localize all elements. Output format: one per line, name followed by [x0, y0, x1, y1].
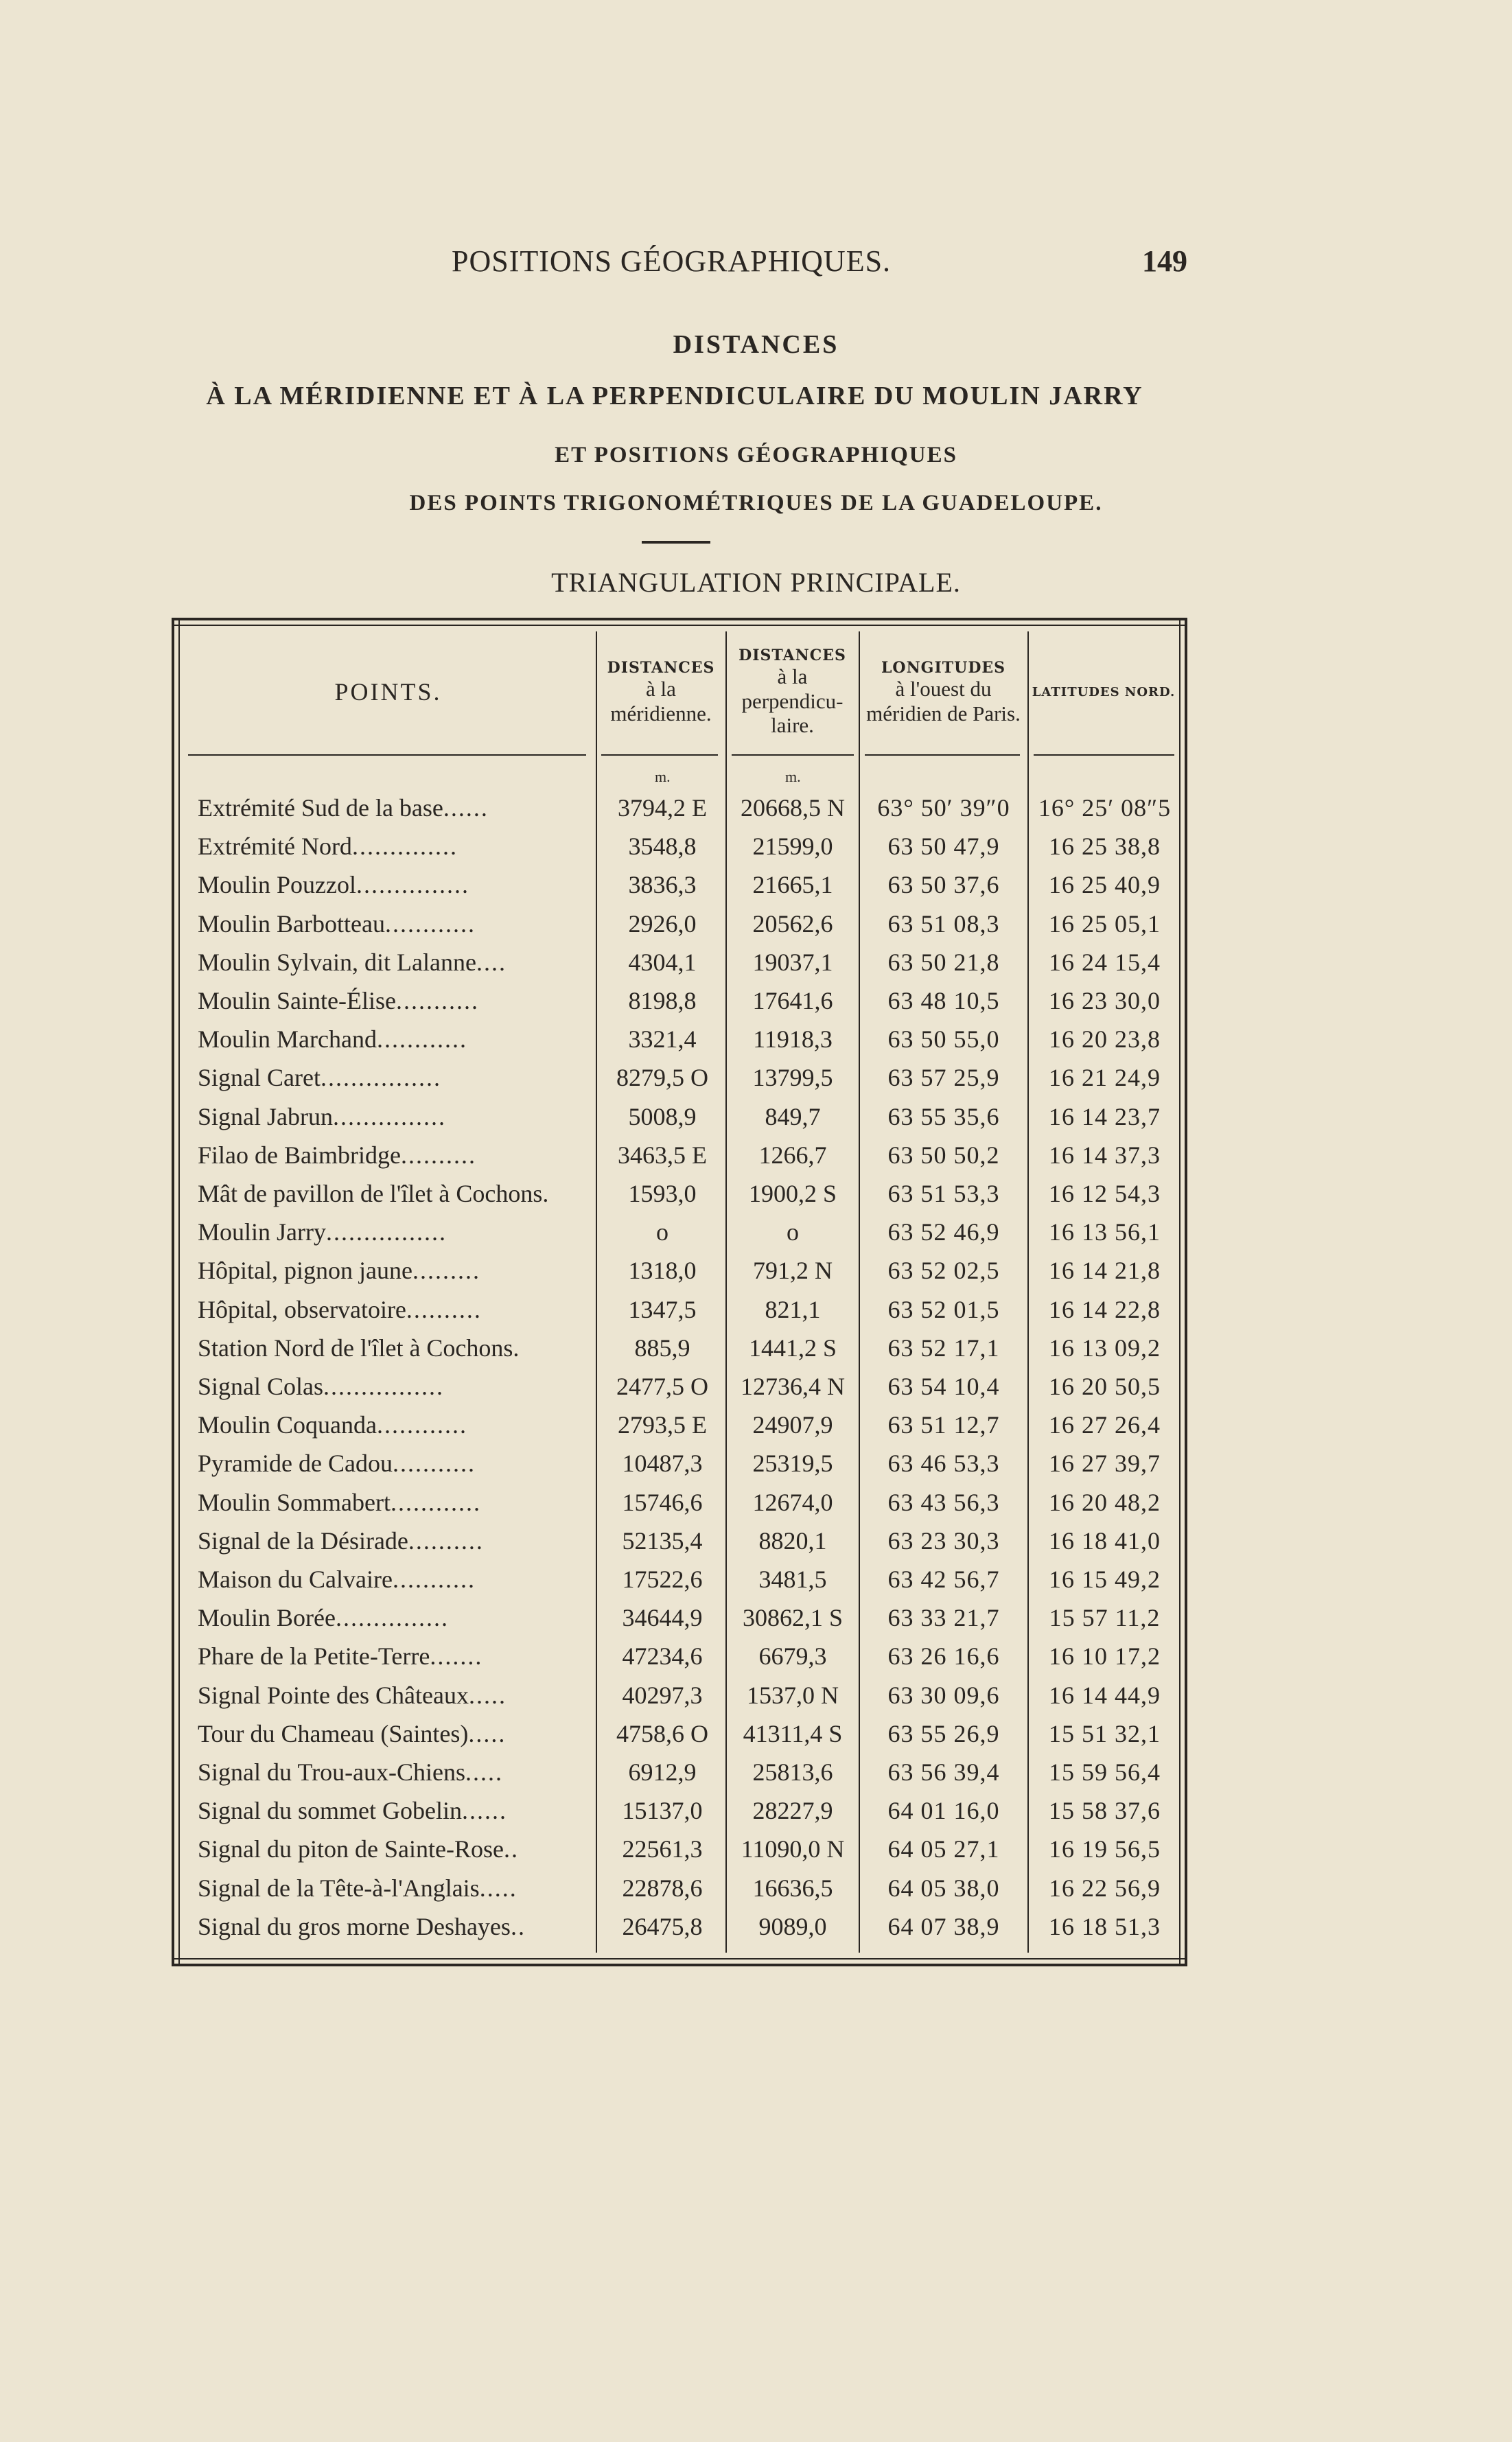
point-name-text: Moulin Borée [198, 1604, 336, 1631]
coordinates-table [172, 618, 1187, 1966]
distance-perpendiculaire: 25319,5 [752, 1450, 833, 1477]
distance-perpendiculaire: 41311,4 S [743, 1720, 843, 1747]
longitude: 63 50 37,6 [887, 871, 1000, 898]
distance-perpendiculaire: 1537,0 N [747, 1682, 839, 1709]
longitude: 63 52 46,9 [887, 1218, 1000, 1246]
point-name-text: Hôpital, pignon jaune [198, 1257, 412, 1284]
distance-perpendiculaire: 20668,5 N [741, 794, 845, 822]
leader-dots: .. [510, 1913, 526, 1940]
header-latitudes [1029, 634, 1178, 751]
table-row [174, 1367, 1185, 1406]
longitude: 63 26 16,6 [887, 1642, 1000, 1670]
latitude: 16° 25′ 08″5 [1038, 794, 1172, 822]
distance-meridienne: 17522,6 [622, 1566, 703, 1593]
latitude: 16 13 09,2 [1049, 1334, 1161, 1362]
table-row [174, 1020, 1185, 1058]
header-lon-top: LONGITUDES [881, 658, 1006, 677]
leader-dots: .......... [406, 1296, 482, 1323]
distance-meridienne: 3548,8 [628, 833, 697, 860]
distance-perpendiculaire: 1266,7 [758, 1141, 827, 1169]
latitude: 16 14 37,3 [1049, 1141, 1161, 1169]
point-name-text: Moulin Jarry [198, 1218, 326, 1246]
divider-rule [642, 541, 710, 544]
distance-meridienne: 8279,5 O [616, 1064, 708, 1091]
longitude: 64 05 38,0 [887, 1874, 1000, 1902]
longitude: 63 56 39,4 [887, 1758, 1000, 1786]
header-lat-label: LATITUDES NORD. [1032, 684, 1176, 699]
table-row [174, 1560, 1185, 1598]
distance-meridienne: 47234,6 [622, 1642, 703, 1670]
latitude: 16 27 39,7 [1049, 1450, 1161, 1477]
header-rule [732, 754, 854, 756]
longitude: 63 30 09,6 [887, 1682, 1000, 1709]
distance-meridienne: 3321,4 [628, 1025, 697, 1053]
latitude: 16 12 54,3 [1049, 1180, 1161, 1207]
leader-dots: ........... [392, 1450, 476, 1477]
point-name-text: Signal Jabrun [198, 1103, 333, 1130]
distance-perpendiculaire: 24907,9 [752, 1411, 833, 1439]
point-name-text: Extrémité Nord [198, 833, 352, 860]
latitude: 16 18 41,0 [1049, 1527, 1161, 1555]
latitude: 16 24 15,4 [1049, 949, 1161, 976]
point-name-text: Moulin Sommabert [198, 1489, 391, 1516]
leader-dots: .... [476, 949, 507, 976]
distance-perpendiculaire: 13799,5 [752, 1064, 833, 1091]
point-name-text: Hôpital, observatoire [198, 1296, 406, 1323]
distance-meridienne: 1318,0 [628, 1257, 697, 1284]
table-row [174, 1329, 1185, 1367]
distance-perpendiculaire: 20562,6 [752, 910, 833, 938]
distance-meridienne: 4758,6 O [616, 1720, 708, 1747]
table-row [174, 1058, 1185, 1097]
distance-meridienne: 1593,0 [628, 1180, 697, 1207]
leader-dots: ........... [395, 987, 479, 1014]
point-name-text: Pyramide de Cadou [198, 1450, 393, 1477]
longitude: 63 46 53,3 [887, 1450, 1000, 1477]
point-name-text: Signal du sommet Gobelin [198, 1797, 462, 1824]
distance-meridienne: 2477,5 O [616, 1373, 708, 1400]
table-row [174, 1136, 1185, 1174]
table-row [174, 1522, 1185, 1560]
longitude: 63 52 02,5 [887, 1257, 1000, 1284]
distance-meridienne: 1347,5 [628, 1296, 697, 1323]
latitude: 15 59 56,4 [1049, 1758, 1161, 1786]
table-row [174, 905, 1185, 943]
table-row [174, 1637, 1185, 1675]
distance-perpendiculaire: o [787, 1218, 799, 1246]
distance-perpendiculaire: 6679,3 [758, 1642, 827, 1670]
leader-dots: ..... [468, 1682, 507, 1709]
table-row [174, 1290, 1185, 1329]
distance-meridienne: 3794,2 E [618, 794, 707, 822]
distance-perpendiculaire: 17641,6 [752, 987, 833, 1014]
header-rule [601, 754, 718, 756]
leader-dots: ................ [320, 1064, 441, 1091]
latitude: 16 27 26,4 [1049, 1411, 1161, 1439]
table-row [174, 1174, 1185, 1213]
table-row [174, 1406, 1185, 1444]
longitude: 63 54 10,4 [887, 1373, 1000, 1400]
point-name-text: Moulin Marchand [198, 1025, 377, 1053]
distance-perpendiculaire: 12736,4 N [741, 1373, 845, 1400]
latitude: 16 20 23,8 [1049, 1025, 1161, 1053]
heading-line-4: DES POINTS TRIGONOMÉTRIQUES DE LA GUADELOUPE. [409, 491, 1103, 515]
distance-perpendiculaire: 12674,0 [752, 1489, 833, 1516]
distance-meridienne: 22561,3 [622, 1835, 703, 1863]
point-name-text: Moulin Pouzzol [198, 871, 356, 898]
frame-rule [174, 1958, 1185, 1960]
running-head [172, 244, 1187, 292]
leader-dots: ............ [384, 910, 476, 938]
distance-perpendiculaire: 30862,1 S [742, 1604, 844, 1631]
leader-dots: ................ [323, 1373, 445, 1400]
latitude: 16 14 22,8 [1049, 1296, 1161, 1323]
leader-dots: ........... [392, 1566, 476, 1593]
leader-dots: ............ [376, 1411, 467, 1439]
longitude: 63 50 21,8 [887, 949, 1000, 976]
longitude: 63 51 12,7 [887, 1411, 1000, 1439]
leader-dots: ............... [335, 1604, 449, 1631]
longitude: 63 57 25,9 [887, 1064, 1000, 1091]
distance-perpendiculaire: 9089,0 [758, 1913, 827, 1940]
heading-line-3: ET POSITIONS GÉOGRAPHIQUES [555, 443, 957, 467]
distance-perpendiculaire: 21599,0 [752, 833, 833, 860]
longitude: 63 50 55,0 [887, 1025, 1000, 1053]
point-name-text: Signal du piton de Sainte-Rose [198, 1835, 504, 1863]
distance-perpendiculaire: 11918,3 [753, 1025, 833, 1053]
leader-dots: ............ [391, 1489, 481, 1516]
distance-meridienne: o [656, 1218, 668, 1246]
distance-meridienne: 10487,3 [622, 1450, 703, 1477]
running-title: POSITIONS GÉOGRAPHIQUES. [452, 244, 892, 278]
table-row [174, 1483, 1185, 1522]
leader-dots: ...... [461, 1797, 507, 1824]
point-name-text: Filao de Baimbridge [198, 1141, 401, 1169]
heading-line-2: À LA MÉRIDIENNE ET À LA PERPENDICULAIRE DU MOULIN JARRY [206, 382, 1143, 410]
point-name-text: Moulin Sainte-Élise [198, 987, 396, 1014]
point-name-text: Phare de la Petite-Terre [198, 1642, 430, 1670]
distance-meridienne: 2926,0 [628, 910, 697, 938]
header-meridienne-bottom: à la méridienne. [610, 677, 712, 725]
latitude: 16 18 51,3 [1049, 1913, 1161, 1940]
distance-meridienne: 40297,3 [622, 1682, 703, 1709]
header-lon-bottom: à l'ouest du méridien de Paris. [866, 677, 1021, 725]
header-rule [188, 754, 586, 756]
distance-meridienne: 885,9 [634, 1334, 690, 1362]
distance-perpendiculaire: 791,2 N [753, 1257, 833, 1284]
distance-meridienne: 34644,9 [622, 1604, 703, 1631]
table-row [174, 1714, 1185, 1753]
leader-dots: ......... [412, 1257, 480, 1284]
table-row [174, 1598, 1185, 1637]
distance-perpendiculaire: 821,1 [765, 1296, 821, 1323]
table-row [174, 1213, 1185, 1251]
longitude: 63 50 50,2 [887, 1141, 1000, 1169]
leader-dots: ....... [430, 1642, 483, 1670]
point-name-text: Signal du gros morne Deshayes [198, 1913, 511, 1940]
point-name-text: Maison du Calvaire [198, 1566, 393, 1593]
longitude: 64 01 16,0 [887, 1797, 1000, 1824]
header-rule [865, 754, 1020, 756]
page-number: 149 [1142, 244, 1187, 278]
longitude: 63 23 30,3 [887, 1527, 1000, 1555]
distance-perpendiculaire: 8820,1 [758, 1527, 827, 1555]
latitude: 16 20 48,2 [1049, 1489, 1161, 1516]
heading-line-1: DISTANCES [673, 330, 839, 359]
table-row [174, 865, 1185, 904]
leader-dots: .............. [351, 833, 458, 860]
longitude: 63° 50′ 39″0 [877, 794, 1010, 822]
point-name-text: Signal Caret [198, 1064, 321, 1091]
longitude: 63 55 35,6 [887, 1103, 1000, 1130]
header-points [184, 634, 592, 751]
table-row [174, 827, 1185, 865]
header-meridienne [597, 634, 725, 751]
longitude: 63 43 56,3 [887, 1489, 1000, 1516]
latitude: 15 51 32,1 [1049, 1720, 1161, 1747]
latitude: 16 13 56,1 [1049, 1218, 1161, 1246]
longitude: 63 52 01,5 [887, 1296, 1000, 1323]
header-perp-bottom: à la perpendicu-laire. [741, 664, 844, 738]
point-name-text: Signal Colas [198, 1373, 324, 1400]
distance-perpendiculaire: 11090,0 N [741, 1835, 845, 1863]
leader-dots: ............ [376, 1025, 467, 1053]
latitude: 16 14 21,8 [1049, 1257, 1161, 1284]
point-name-text: Moulin Coquanda [198, 1411, 377, 1439]
table-row [174, 1791, 1185, 1830]
point-name-text: Moulin Barbotteau [198, 910, 385, 938]
latitude: 16 19 56,5 [1049, 1835, 1161, 1863]
header-rule [1034, 754, 1174, 756]
distance-perpendiculaire: 28227,9 [752, 1797, 833, 1824]
point-name-text: Station Nord de l'îlet à Cochons. [198, 1334, 520, 1362]
latitude: 16 10 17,2 [1049, 1642, 1161, 1670]
longitude: 63 51 53,3 [887, 1180, 1000, 1207]
unit-perp: m. [785, 768, 801, 785]
point-name-text: Signal Pointe des Châteaux [198, 1682, 469, 1709]
table-row [174, 1753, 1185, 1791]
distance-meridienne: 2793,5 E [618, 1411, 707, 1439]
distance-perpendiculaire: 21665,1 [752, 871, 833, 898]
leader-dots: ..... [468, 1720, 507, 1747]
distance-perpendiculaire: 16636,5 [752, 1874, 833, 1902]
point-name-text: Signal de la Désirade [198, 1527, 408, 1555]
point-name-text: Signal de la Tête-à-l'Anglais [198, 1874, 480, 1902]
distance-meridienne: 3836,3 [628, 871, 697, 898]
latitude: 16 25 05,1 [1049, 910, 1161, 938]
latitude: 16 25 40,9 [1049, 871, 1161, 898]
table-row [174, 981, 1185, 1020]
header-points-label: POINTS. [334, 678, 442, 706]
table-row [174, 1097, 1185, 1136]
distance-perpendiculaire: 1900,2 S [748, 1180, 837, 1207]
leader-dots: .. [503, 1835, 519, 1863]
distance-perpendiculaire: 1441,2 S [748, 1334, 837, 1362]
point-name-text: Mât de pavillon de l'îlet à Cochons. [198, 1180, 549, 1207]
latitude: 16 22 56,9 [1049, 1874, 1161, 1902]
longitude: 63 55 26,9 [887, 1720, 1000, 1747]
leader-dots: .......... [400, 1141, 476, 1169]
leader-dots: ................ [325, 1218, 447, 1246]
latitude: 15 57 11,2 [1049, 1604, 1161, 1631]
table-row [174, 1907, 1185, 1946]
point-name-text: Moulin Sylvain, dit Lalanne [198, 949, 476, 976]
header-meridienne-top: DISTANCES [607, 658, 715, 677]
distance-meridienne: 22878,6 [622, 1874, 703, 1902]
leader-dots: ............... [356, 871, 469, 898]
latitude: 16 21 24,9 [1049, 1064, 1161, 1091]
distance-meridienne: 15746,6 [622, 1489, 703, 1516]
point-name-text: Extrémité Sud de la base [198, 794, 443, 822]
distance-meridienne: 3463,5 E [618, 1141, 707, 1169]
longitude: 63 52 17,1 [887, 1334, 1000, 1362]
frame-rule [174, 625, 1185, 626]
distance-meridienne: 4304,1 [628, 949, 697, 976]
distance-perpendiculaire: 19037,1 [752, 949, 833, 976]
table-row [174, 943, 1185, 981]
longitude: 63 50 47,9 [887, 833, 1000, 860]
table-row [174, 1676, 1185, 1714]
leader-dots: ............... [332, 1103, 446, 1130]
table-row [174, 1444, 1185, 1482]
section-title: TRIANGULATION PRINCIPALE. [551, 567, 961, 598]
point-name-text: Tour du Chameau (Saintes) [198, 1720, 469, 1747]
table-row [174, 1830, 1185, 1868]
longitude: 63 33 21,7 [887, 1604, 1000, 1631]
header-longitudes [860, 634, 1027, 751]
point-name-text: Signal du Trou-aux-Chiens [198, 1758, 466, 1786]
longitude: 63 51 08,3 [887, 910, 1000, 938]
distance-perpendiculaire: 25813,6 [752, 1758, 833, 1786]
latitude: 15 58 37,6 [1049, 1797, 1161, 1824]
header-perp-top: DISTANCES [738, 646, 846, 664]
table-row [174, 789, 1185, 827]
longitude: 63 42 56,7 [887, 1566, 1000, 1593]
distance-meridienne: 26475,8 [622, 1913, 703, 1940]
distance-meridienne: 5008,9 [628, 1103, 697, 1130]
latitude: 16 14 44,9 [1049, 1682, 1161, 1709]
unit-meridienne: m. [655, 768, 671, 785]
latitude: 16 14 23,7 [1049, 1103, 1161, 1130]
distance-perpendiculaire: 849,7 [765, 1103, 821, 1130]
longitude: 64 05 27,1 [887, 1835, 1000, 1863]
latitude: 16 15 49,2 [1049, 1566, 1161, 1593]
distance-meridienne: 52135,4 [622, 1527, 703, 1555]
longitude: 64 07 38,9 [887, 1913, 1000, 1940]
latitude: 16 23 30,0 [1049, 987, 1161, 1014]
distance-meridienne: 15137,0 [622, 1797, 703, 1824]
leader-dots: ...... [443, 794, 489, 822]
table-row [174, 1869, 1185, 1907]
latitude: 16 25 38,8 [1049, 833, 1161, 860]
header-perpendiculaire [727, 634, 858, 751]
leader-dots: .......... [408, 1527, 484, 1555]
distance-meridienne: 8198,8 [628, 987, 697, 1014]
leader-dots: ..... [479, 1874, 517, 1902]
leader-dots: ..... [465, 1758, 504, 1786]
latitude: 16 20 50,5 [1049, 1373, 1161, 1400]
distance-perpendiculaire: 3481,5 [758, 1566, 827, 1593]
distance-meridienne: 6912,9 [628, 1758, 697, 1786]
longitude: 63 48 10,5 [887, 987, 1000, 1014]
table-row [174, 1251, 1185, 1290]
